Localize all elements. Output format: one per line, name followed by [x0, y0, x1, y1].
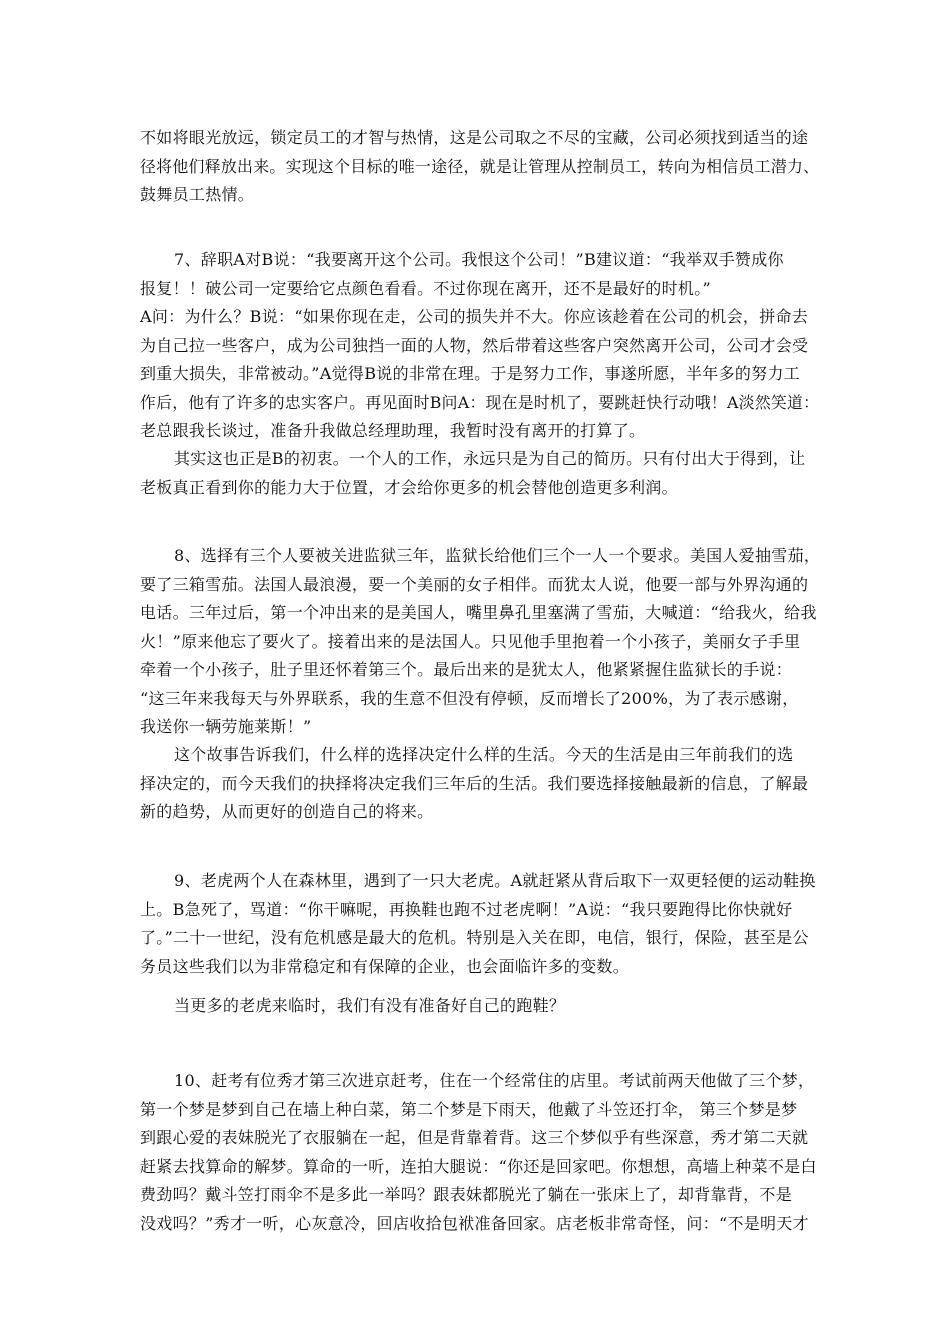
- text-line: 为自己拉一些客户，成为公司独挡一面的人物，然后带着这些客户突然离开公司，公司才会受: [140, 335, 809, 355]
- text-line: 到重大损失，非常被动。”A觉得B说的非常在理。于是努力工作，事遂所愿，半年多的努力工: [140, 364, 801, 383]
- paragraph-moral-8: [140, 741, 820, 827]
- text-line: 报复！！破公司一定要给它点颜色看看。不过你现在离开，还不是最好的时机。”: [140, 278, 711, 298]
- paragraph-moral-9: [140, 992, 820, 1021]
- paragraph-story-9: [140, 867, 820, 981]
- text-line: 我送你一辆劳施莱斯！”: [140, 717, 312, 736]
- paragraph-story-8: [140, 542, 820, 742]
- text-line: 到跟心爱的表妹脱光了衣服躺在一起，但是背靠着背。这三个梦似乎有些深意，秀才第二天就: [140, 1128, 809, 1147]
- text-line: 上。B急死了，骂道：“你干嘛呢，再换鞋也跑不过老虎啊！”A说：“我只要跑得比你快就好: [140, 899, 793, 919]
- text-line: 电话。三年过后，第一个冲出来的是美国人，嘴里鼻孔里塞满了雪茄，大喊道：“给我火，给我: [140, 603, 817, 622]
- text-line: 了。”二十一世纪，没有危机感是最大的危机。特别是入关在即，电信，银行，保险，甚至是公: [140, 928, 809, 947]
- text-line: 新的趋势，从而更好的创造自己的将来。: [140, 802, 434, 821]
- text-line: 没戏吗？”秀才一听，心灰意冷，回店收拾包袱准备回家。店老板非常奇怪，问：“不是明天才: [140, 1213, 809, 1233]
- text-line: 8、选择有三个人要被关进监狱三年，监狱长给他们三个一人一个要求。美国人爱抽雪茄，: [174, 546, 821, 565]
- text-line: 当更多的老虎来临时，我们有没有准备好自己的跑鞋？: [174, 996, 566, 1015]
- text-line: 老总跟我长谈过，准备升我做总经理助理，我暂时没有离开的打算了。: [140, 421, 646, 440]
- text-line: 老板真正看到你的能力大于位置，才会给你更多的机会替他创造更多利润。: [140, 477, 678, 497]
- text-line: 择决定的，而今天我们的抉择将决定我们三年后的生活。我们要选择接触最新的信息，了解最: [140, 773, 809, 793]
- text-line: 要了三箱雪茄。法国人最浪漫，要一个美丽的女子相伴。而犹太人说，他要一部与外界沟通的: [140, 574, 809, 594]
- text-line: 费劲吗？戴斗笠打雨伞不是多此一举吗？跟表妹都脱光了躺在一张床上了，却背靠背，不是: [140, 1185, 793, 1204]
- text-line: 径将他们释放出来。实现这个目标的唯一途径，就是让管理从控制员工，转向为相信员工潜力、: [140, 156, 820, 176]
- text-line: 第一个梦是梦到自己在墙上种白菜，第二个梦是下雨天，他戴了斗笠还打伞， 第三个梦是梦: [140, 1099, 798, 1119]
- text-line: 9、老虎两个人在森林里，遇到了一只大老虎。A就赶紧从背后取下一双更轻便的运动鞋换: [174, 871, 816, 890]
- text-line: 不如将眼光放远，锁定员工的才智与热情，这是公司取之不尽的宝藏，公司必须找到适当的途: [140, 128, 809, 147]
- text-line: 火！”原来他忘了要火了。接着出来的是法国人。只见他手里抱着一个小孩子，美丽女子手里: [140, 631, 801, 651]
- text-line: 赶紧去找算命的解梦。算命的一听，连拍大腿说：“你还是回家吧。你想想，高墙上种菜不是白: [140, 1156, 817, 1176]
- text-line: A问：为什么？B说：“如果你现在走，公司的损失并不大。你应该趁着在公司的机会，拼命去: [140, 307, 809, 326]
- text-line: 作后，他有了许多的忠实客户。再见面时B问A：现在是时机了，要跳赶快行动哦！A淡然笑道：: [140, 392, 820, 412]
- text-line: 其实这也正是B的初衷。一个人的工作，永远只是为自己的简历。只有付出大于得到，让: [174, 449, 806, 468]
- paragraph-moral-7: [140, 445, 820, 502]
- paragraph-story-7: [140, 246, 820, 446]
- text-line: 这个故事告诉我们，什么样的选择决定什么样的生活。今天的生活是由三年前我们的选: [174, 745, 794, 764]
- text-line: 10、赶考有位秀才第三次进京赶考，住在一个经常住的店里。考试前两天他做了三个梦，: [174, 1071, 815, 1090]
- paragraph-story-10: [140, 1067, 820, 1238]
- paragraph-intro: [140, 124, 820, 210]
- text-line: 务员这些我们以为非常稳定和有保障的企业，也会面临许多的变数。: [140, 956, 630, 976]
- text-line: 鼓舞员工热情。: [140, 185, 255, 204]
- text-line: 7、辞职A对B说：“我要离开这个公司。我恨这个公司！”B建议道：“我举双手赞成你: [174, 250, 784, 269]
- text-line: 牵着一个小孩子，肚子里还怀着第三个。最后出来的是犹太人，他紧紧握住监狱长的手说：: [140, 660, 793, 679]
- text-line: “这三年来我每天与外界联系，我的生意不但没有停顿，反而增长了200%，为了表示感谢，: [140, 688, 799, 708]
